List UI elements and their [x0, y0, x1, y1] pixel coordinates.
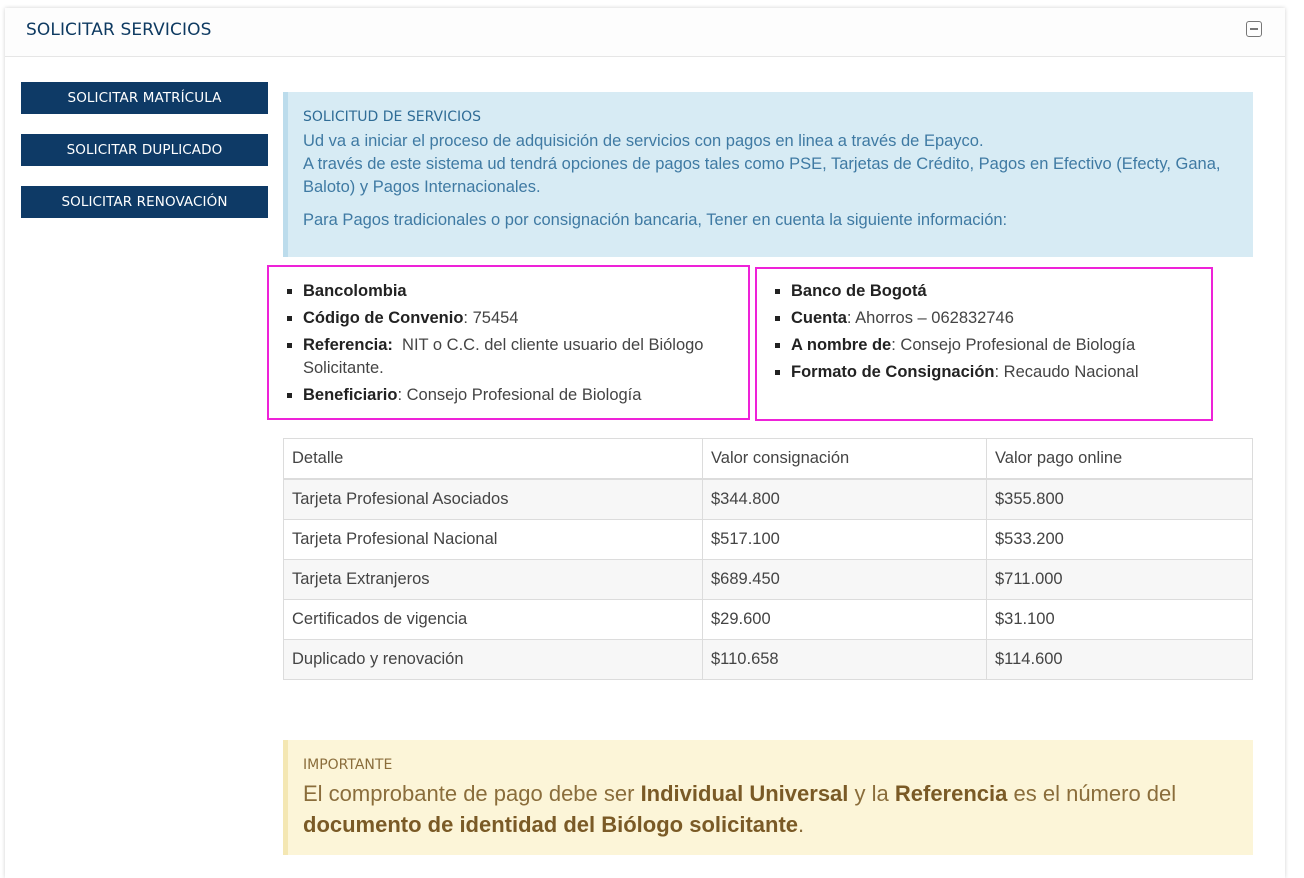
important-heading: IMPORTANTE — [303, 757, 393, 773]
field-label: A nombre de — [791, 336, 892, 354]
table-cell: $517.100 — [703, 520, 987, 560]
bank-name: Banco de Bogotá — [791, 282, 927, 300]
panel-header — [5, 8, 1285, 57]
important-emphasis: Individual Universal — [640, 781, 849, 806]
field-label: Beneficiario — [303, 386, 398, 404]
info-line: Para Pagos tradicionales o por consignación bancaria, Tener en cuenta la siguiente información: — [303, 211, 1008, 229]
table-cell: Tarjeta Profesional Asociados — [284, 479, 703, 520]
bancolombia-box — [267, 265, 750, 420]
info-heading: SOLICITUD DE SERVICIOS — [303, 109, 482, 125]
request-renewal-button[interactable]: SOLICITAR RENOVACIÓN — [21, 186, 268, 218]
panel-title: SOLICITAR SERVICIOS — [26, 20, 212, 40]
list-item — [757, 334, 1211, 357]
info-text — [303, 130, 1233, 232]
list-item — [269, 307, 748, 330]
table-cell: $114.600 — [987, 640, 1253, 680]
field-value: : Consejo Profesional de Biología — [397, 386, 642, 404]
table-cell: Tarjeta Extranjeros — [284, 560, 703, 600]
prices-table — [283, 438, 1253, 680]
table-row — [284, 600, 1253, 640]
important-text-part: es el número del — [1007, 781, 1177, 806]
table-row — [284, 640, 1253, 680]
minus-square-icon[interactable] — [1246, 21, 1262, 37]
important-text-part: . — [798, 812, 805, 837]
list-item — [269, 384, 748, 407]
field-value: : Consejo Profesional de Biología — [891, 336, 1136, 354]
table-cell: $29.600 — [703, 600, 987, 640]
important-emphasis: Referencia — [894, 781, 1008, 806]
field-label: Código de Convenio — [303, 309, 464, 327]
table-cell: Certificados de vigencia — [284, 600, 703, 640]
table-cell: $344.800 — [703, 479, 987, 520]
field-label: Cuenta — [791, 309, 847, 327]
info-line: A través de este sistema ud tendrá opciones de pagos tales como PSE, Tarjetas de Crédito, Pagos en Efectivo (Efecty, Gana, Baloto) y Pagos Internacionales. — [303, 155, 1221, 196]
table-cell: Duplicado y renovación — [284, 640, 703, 680]
important-alert — [283, 740, 1253, 855]
table-row — [284, 560, 1253, 600]
table-cell: $711.000 — [987, 560, 1253, 600]
table-cell: $355.800 — [987, 479, 1253, 520]
list-item — [269, 334, 748, 380]
table-header-row — [284, 439, 1253, 480]
field-label: Referencia: — [303, 336, 393, 354]
field-value: : 75454 — [463, 309, 519, 327]
table-row — [284, 479, 1253, 520]
list-item — [269, 280, 748, 303]
important-text-part: y la — [848, 781, 895, 806]
field-value: NIT o C.C. del cliente usuario del Biólogo Solicitante. — [303, 336, 709, 377]
list-item — [757, 307, 1211, 330]
info-line: Ud va a iniciar el proceso de adquisición de servicios con pagos en linea a través de Epayco. — [303, 132, 984, 150]
important-text — [303, 778, 1233, 840]
field-value: : Recaudo Nacional — [994, 363, 1139, 381]
request-enrollment-button[interactable]: SOLICITAR MATRÍCULA — [21, 82, 268, 114]
important-text-part: El comprobante de pago debe ser — [303, 781, 641, 806]
list-item — [757, 361, 1211, 384]
field-label: Formato de Consignación — [791, 363, 995, 381]
column-header: Valor consignación — [703, 439, 987, 480]
bogota-box — [755, 267, 1213, 421]
table-cell: $110.658 — [703, 640, 987, 680]
column-header: Detalle — [284, 439, 703, 480]
list-item — [757, 280, 1211, 303]
table-row — [284, 520, 1253, 560]
table-cell: $689.450 — [703, 560, 987, 600]
table-cell: $31.100 — [987, 600, 1253, 640]
table-cell: $533.200 — [987, 520, 1253, 560]
bank-name: Bancolombia — [303, 282, 407, 300]
request-duplicate-button[interactable]: SOLICITAR DUPLICADO — [21, 134, 268, 166]
table-cell: Tarjeta Profesional Nacional — [284, 520, 703, 560]
important-emphasis: documento de identidad del Biólogo solicitante — [303, 812, 799, 837]
column-header: Valor pago online — [987, 439, 1253, 480]
field-value: : Ahorros – 062832746 — [846, 309, 1014, 327]
info-alert — [283, 92, 1253, 257]
